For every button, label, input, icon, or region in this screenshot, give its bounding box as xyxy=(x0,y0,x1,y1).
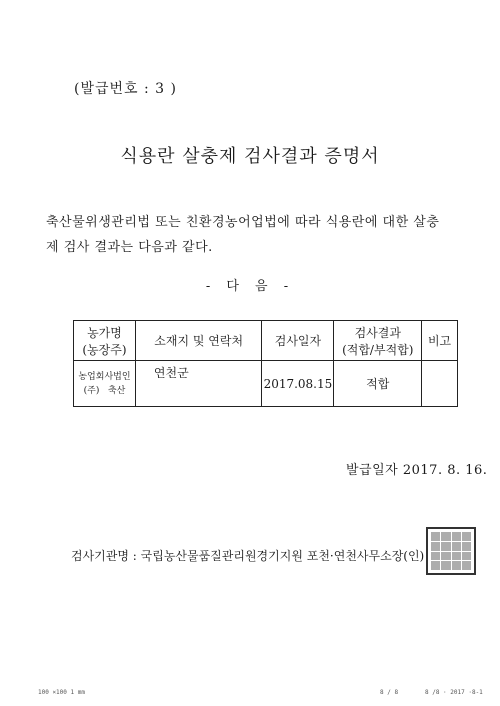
header-farm-name xyxy=(74,321,136,361)
header-farm-owner-label: (농장주) xyxy=(82,342,127,357)
footer-left-mark: 100 ×100 1 mm xyxy=(38,689,85,696)
intro-line-2: 제 검사 결과는 다음과 같다. xyxy=(46,240,213,255)
issue-number: (발급번호 : 3 ) xyxy=(74,81,177,97)
header-farm-name-label: 농가명 xyxy=(87,325,122,340)
cell-result: 적합 xyxy=(334,361,422,407)
intro-line-1: 축산물위생관리법 또는 친환경농어업법에 따라 식용란에 대한 살충 xyxy=(46,215,440,230)
cell-date: 2017.08.15 xyxy=(262,361,334,407)
cell-farm xyxy=(74,361,136,407)
document-title: 식용란 살충제 검사결과 증명서 xyxy=(120,146,380,167)
footer-right-mark: 8 /8 · 2017 ·8-1 xyxy=(425,689,483,696)
header-result-label: 검사결과 xyxy=(354,325,401,340)
cell-address: 연천군 xyxy=(135,361,262,407)
intro-paragraph xyxy=(46,210,466,260)
issue-date: 발급일자 2017. 8. 16. xyxy=(346,463,488,478)
official-seal-stamp xyxy=(426,527,476,575)
table-row xyxy=(74,361,458,407)
header-result xyxy=(334,321,422,361)
cell-remarks xyxy=(422,361,458,407)
table-header-row xyxy=(74,321,458,361)
header-remarks: 비고 xyxy=(422,321,458,361)
header-address: 소재지 및 연락처 xyxy=(135,321,262,361)
cell-farm-line-1: 농업회사법인 xyxy=(78,371,131,382)
subheading: - 다 음 - xyxy=(205,279,295,294)
result-table xyxy=(73,320,458,407)
header-result-options: (적합/부적합) xyxy=(342,342,414,357)
inspection-agency: 검사기관명 : 국립농산물품질관리원경기지원 포천·연천사무소장(인) xyxy=(71,549,425,563)
cell-farm-line-2: (주) 축산 xyxy=(83,385,126,396)
header-inspection-date: 검사일자 xyxy=(262,321,334,361)
footer-mid-mark: 8 / 8 xyxy=(380,689,399,696)
